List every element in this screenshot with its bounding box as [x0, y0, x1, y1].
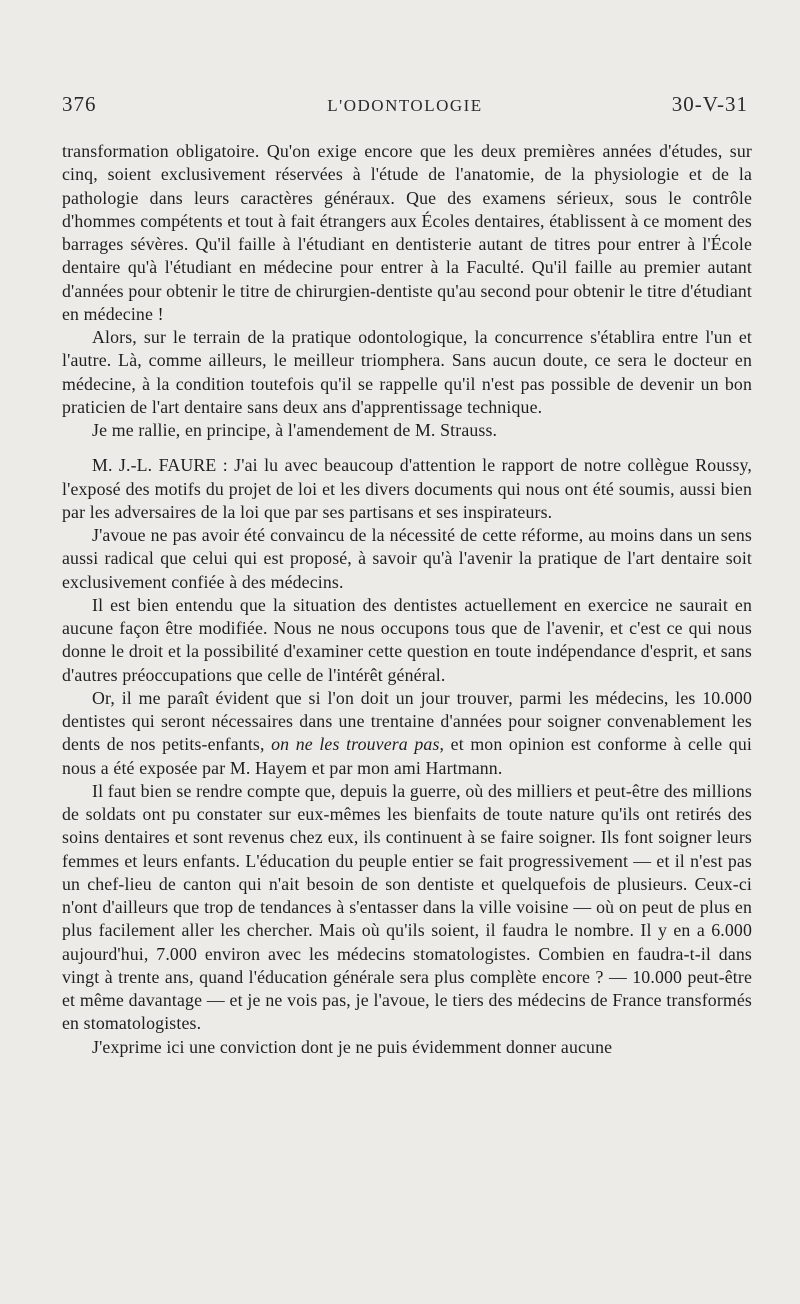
paragraph: J'avoue ne pas avoir été convaincu de la nécessité de cette réforme, au moins dans un sens aussi radical que celui qui est proposé, à savoir qu'à l'avenir la pratique de l'art dentaire soit exclusivement confiée à des médecins. [62, 525, 752, 592]
text-run: Or, il me paraît évident que si l'on doit un jour trouver, parmi les médecins, les 10.000 dentistes qui seront nécessaires dans une trentaine d'années pour soigner convenablement les dents de nos petits-enfants, [62, 687, 752, 755]
text-run: , et mon opinion est conforme à celle qui nous a été exposée par M. Hayem et par mon ami Hartmann. [62, 734, 752, 778]
page-number: 376 [62, 92, 97, 116]
body-text [62, 140, 752, 1059]
running-title: L'ODONTOLOGIE [327, 96, 483, 115]
paragraph: Il est bien entendu que la situation des dentistes actuellement en exercice ne saurait en aucune façon être modifiée. Nous ne nous occupons tous que de l'avenir, et c'est ce qui nous donne le droit et la possibilité d'examiner cette question en toute indépendance d'esprit, et sans d'autres préoccupations que celle de l'intérêt général. [62, 594, 752, 685]
issue-date: 30-V-31 [671, 92, 748, 116]
paragraph: Je me rallie, en principe, à l'amendement de M. Strauss. [92, 420, 498, 440]
paragraph: transformation obligatoire. Qu'on exige encore que les deux premières années d'études, sur cinq, soient exclusivement réservées à l'étude de l'anatomie, de la physiologie et de la pathologie dans leurs caractères généraux. Que des examens sérieux, sous le contrôle d'hommes compétents et tout à fait étrangers aux Écoles dentaires, établissent à ce moment des barrages sévères. Qu'il faille à l'étudiant en dentisterie autant de titres pour entrer à l'École dentaire qu'à l'étudiant en médecine pour entrer à la Faculté. Qu'il faille au premier autant d'années pour obtenir le titre de chirurgien-dentiste qu'au second pour obtenir le titre d'étudiant en médecine ! [62, 141, 752, 324]
page-header [62, 92, 748, 122]
paragraph [62, 687, 752, 780]
paragraph: Alors, sur le terrain de la pratique odontologique, la concurrence s'établira entre l'un et l'autre. Là, comme ailleurs, le meilleur triomphera. Sans aucun doute, ce sera le docteur en médecine, à la condition toutefois qu'il se rappelle qu'il n'est pas possible de devenir un bon praticien de l'art dentaire sans deux ans d'apprentissage technique. [62, 327, 752, 417]
italic-emphasis: on ne les trouvera pas [271, 734, 440, 755]
paragraph: J'exprime ici une conviction dont je ne puis évidemment donner aucune [92, 1036, 613, 1057]
paragraph-speaker-faure: M. J.-L. FAURE : J'ai lu avec beaucoup d'attention le rapport de notre collègue Roussy, l'exposé des motifs du projet de loi et les divers documents qui nous ont été soumis, aussi bien par les adversaires de la loi que par ses partisans et ses inspirateurs. [62, 455, 752, 522]
paragraph: Il faut bien se rendre compte que, depuis la guerre, où des milliers et peut-être des millions de soldats ont pu constater sur eux-mêmes les bienfaits de toute nature qu'ils ont retirés des soins dentaires et sont revenus chez eux, ils continuent à se faire soigner. Ils font soigner leurs femmes et leurs enfants. L'éducation du peuple entier se fait progressivement — et il n'est pas un chef-lieu de canton qui n'ait besoin de son dentiste et quelquefois de plusieurs. Ceux-ci n'ont d'ailleurs que trop de tendances à s'entasser dans la ville voisine — où on peut de plus en plus facilement aller les chercher. Mais où qu'ils soient, il faudra le nombre. Il y en a 6.000 aujourd'hui, 7.000 environ avec les médecins stomatologistes. Combien en faudra-t-il dans vingt à trente ans, quand l'éducation générale sera plus complète encore ? — 10.000 peut-être et même davantage — et je ne vois pas, je l'avoue, le tiers des médecins de France transformés en stomatologistes. [62, 780, 752, 1034]
